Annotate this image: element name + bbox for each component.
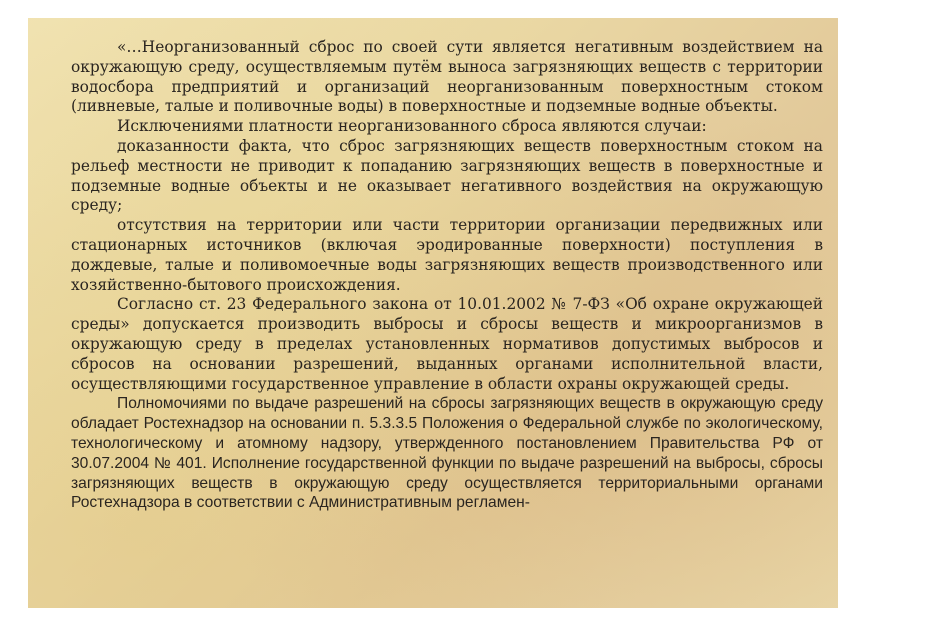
paragraph-exception-no-sources: отсутствия на территории или части территории организации передвижных или стационарных источников (включая эродированные поверхности) поступления в дождевые, талые и поливомоечные воды загрязняющих веществ производственного или хозяйственно-бытового происхождения.	[71, 216, 823, 294]
paragraph-federal-law-article-23: Согласно ст. 23 Федерального закона от 10.01.2002 № 7-ФЗ «Об охране окружающей среды» допускается производить выбросы и сбросы веществ и микроорганизмов в окружающую среду в пределах установленных нормативов допустимых выбросов и сбросов на основании разрешений, выданных органами исполнительной власти, осуществляющими государственное управление в области охраны окружающей среды.	[71, 295, 823, 393]
paragraph-exceptions-intro: Исключениями платности неорганизованного сброса являются случаи:	[117, 117, 707, 136]
paragraph-unorganized-discharge: «…Неорганизованный сброс по своей сути является негативным воздействием на окружающую среду, осуществляемым путём выноса загрязняющих веществ с территории водосбора предприятий и организаций неорганизованным поверхностным стоком (ливневые, талые и поливочные воды) в поверхностные и подземные водные объекты.	[71, 38, 823, 116]
scanned-page	[28, 18, 838, 608]
paragraph-exception-proven-fact: доказанности факта, что сброс загрязняющих веществ поверхностным стоком на рельеф местности не приводит к попаданию загрязняющих веществ в поверхностные и подземные водные объекты и не оказывает негативного воздействия на окружающую среду;	[71, 136, 823, 215]
paragraph-rostekhnadzor-authority: Полномочиями по выдаче разрешений на сбросы загрязняющих веществ в окружающую среду обладает Ростехнадзор на основании п. 5.3.3.5 Положения о Федеральной службе по экологическому, технологическому и атомному надзору, утвержденного постановлением Правительства РФ от 30.07.2004 № 401. Исполнение государственной функции по выдаче разрешений на выбросы, сбросы загрязняющих веществ в окружающую среду осуществляется территориальными органами Ростехнадзора в соответствии с Административным регламен-	[71, 395, 823, 512]
body-text	[71, 38, 823, 513]
